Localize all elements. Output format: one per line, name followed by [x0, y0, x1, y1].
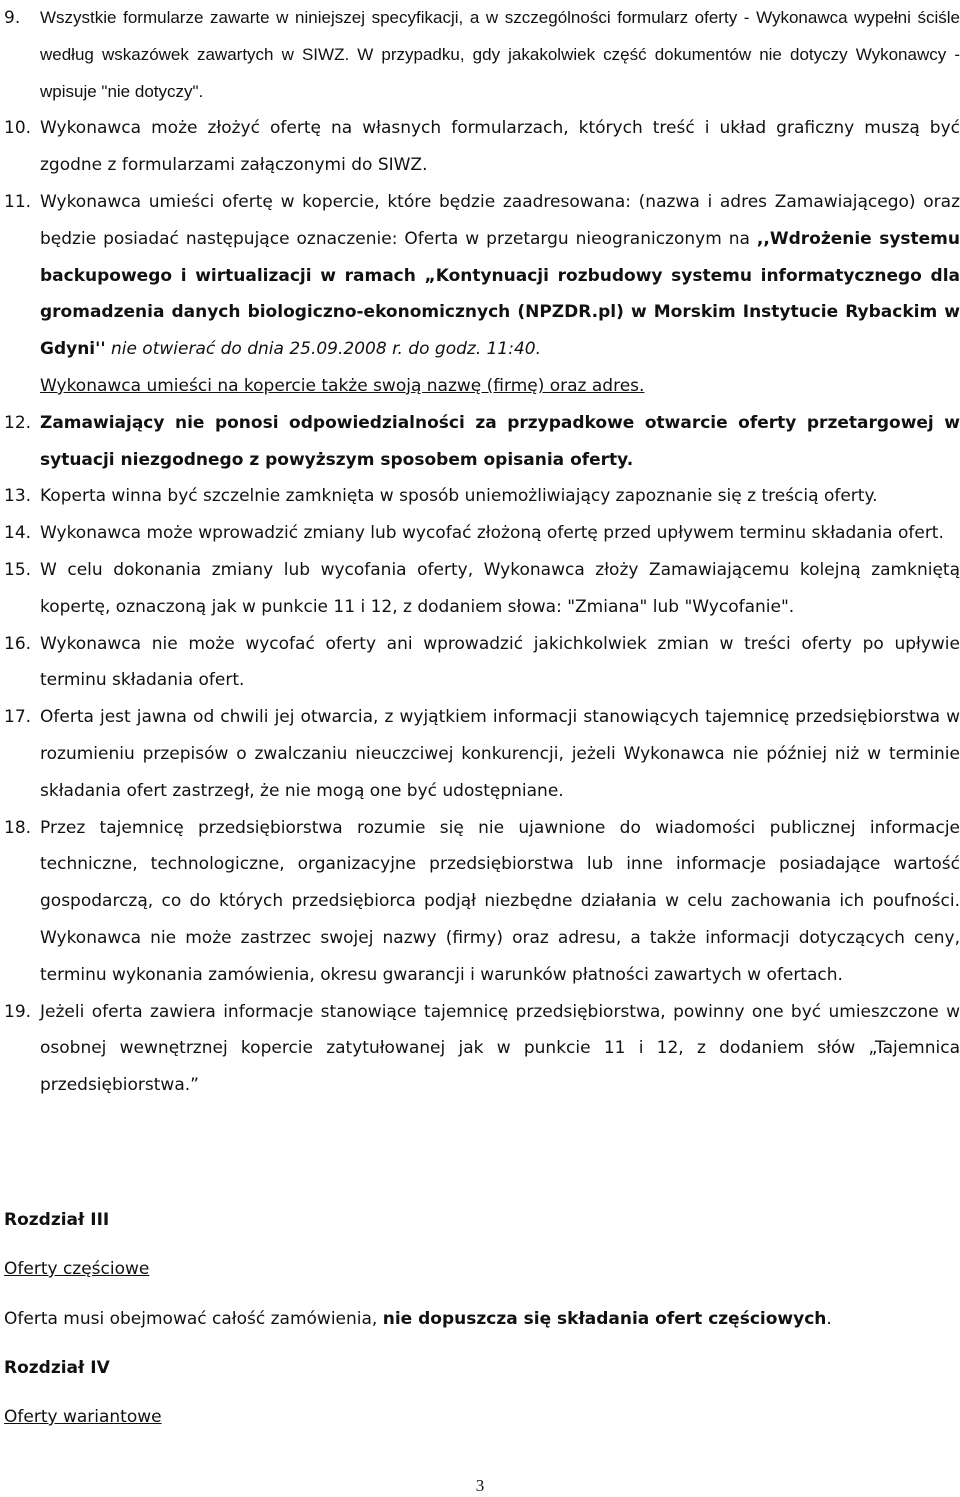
section-subheading-oferty-czesciowe — [4, 1257, 149, 1281]
item-text: Przez tajemnicę przedsiębiorstwa rozumie się nie ujawnione do wiadomości publicznej informacje techniczne, technologiczne, organizacyjne przedsiębiorstwa lub inne informacje posiadające wartość gospodarczą, co do których przedsiębiorca podjął niezbędne działania w celu zachowania ich poufności. Wykonawca nie może zastrzec swojej nazwy (firmy) oraz adresu, a także informacji dotyczących ceny, terminu wykonania zamówienia, okresu gwarancji i warunków płatności zawartych w ofertach. — [40, 817, 960, 985]
list-item-17 — [4, 699, 960, 809]
list-item-14 — [4, 515, 960, 552]
item-text: Koperta winna być szczelnie zamknięta w sposób uniemożliwiający zapoznanie się z treścią oferty. — [40, 486, 878, 507]
list-item-16 — [4, 626, 960, 700]
item-text-note: Wykonawca umieści na kopercie także swoją nazwę (firmę) oraz adres. — [40, 375, 645, 396]
list-item-15 — [4, 552, 960, 626]
section-subheading-oferty-wariantowe — [4, 1405, 162, 1429]
item-number: 10. — [4, 118, 32, 139]
list-item-12 — [4, 405, 960, 479]
item-number: 12. — [4, 412, 32, 433]
item-number: 13. — [4, 486, 32, 507]
list-item-13 — [4, 478, 960, 515]
item-number: 14. — [4, 523, 32, 544]
item-number: 17. — [4, 707, 32, 728]
list-item-19 — [4, 994, 960, 1104]
item-text: Wykonawca nie może wycofać oferty ani wprowadzić jakichkolwiek zmian w treści oferty po upływie terminu składania ofert. — [40, 633, 960, 691]
paragraph-text: Oferta musi obejmować całość zamówienia, — [4, 1309, 383, 1329]
subheading-text: Oferty częściowe — [4, 1259, 150, 1279]
item-text-title: ,,Wdrożenie systemu backupowego i wirtualizacji w ramach „Kontynuacji rozbudowy systemu informatycznego dla gromadzenia danych biologiczno-ekonomicznych (NPZDR.pl) w Morskim Instytucie Rybackim w Gdyni'' — [40, 228, 960, 360]
item-text: Oferta jest jawna od chwili jej otwarcia, z wyjątkiem informacji stanowiących tajemnicę przedsiębiorstwa w rozumieniu przepisów o zwalczaniu nieuczciwej konkurencji, jeżeli Wykonawca nie później niż w terminie składania ofert zastrzegł, że nie mogą one być udostępniane. — [40, 707, 960, 801]
item-number: 15. — [4, 559, 32, 580]
page-number: 3 — [475, 1476, 485, 1495]
item-text: Wykonawca może złożyć ofertę na własnych formularzach, których treść i układ graficzny muszą być zgodne z formularzami załączonymi do SIWZ. — [40, 118, 960, 176]
item-number: 19. — [4, 1001, 32, 1022]
item-text-deadline: nie otwierać do dnia 25.09.2008 r. do godz. 11:40. — [105, 339, 542, 360]
item-text: Wykonawca umieści ofertę w kopercie, które będzie zaadresowana: (nazwa i adres Zamawiającego) oraz będzie posiadać następujące oznaczenie: Oferta w przetargu nieograniczonym na — [40, 191, 960, 249]
section-heading-rozdzial-3: Rozdział III — [4, 1210, 110, 1230]
item-text: Wszystkie formularze zawarte w niniejszej specyfikacji, a w szczególności formularz oferty - Wykonawca wypełni ściśle według wskazówek zawartych w SIWZ. W przypadku, gdy jakakolwiek część dokumentów nie dotyczy Wykonawcy - wpisuje "nie dotyczy". — [40, 8, 960, 101]
numbered-list — [4, 0, 960, 1104]
list-item-11 — [4, 184, 960, 405]
paragraph-emphasis: nie dopuszcza się składania ofert częściowych — [382, 1309, 827, 1329]
section-paragraph — [4, 1307, 832, 1331]
item-text: Wykonawca może wprowadzić zmiany lub wycofać złożoną ofertę przed upływem terminu składania ofert. — [40, 523, 944, 544]
item-text: W celu dokonania zmiany lub wycofania oferty, Wykonawca złoży Zamawiającemu kolejną zamkniętą kopertę, oznaczoną jak w punkcie 11 i 12, z dodaniem słowa: "Zmiana" lub "Wycofanie". — [40, 559, 960, 617]
item-number: 16. — [4, 633, 32, 654]
paragraph-end: . — [826, 1309, 832, 1329]
section-heading-rozdzial-4: Rozdział IV — [4, 1358, 110, 1378]
item-number: 11. — [4, 191, 32, 212]
item-number: 18. — [4, 817, 32, 838]
list-item-18 — [4, 810, 960, 994]
item-text: Jeżeli oferta zawiera informacje stanowiące tajemnicę przedsiębiorstwa, powinny one być umieszczone w osobnej wewnętrznej kopercie zatytułowanej jak w punkcie 11 i 12, z dodaniem słów „Tajemnica przedsiębiorstwa.” — [40, 1001, 960, 1096]
list-item-9 — [4, 0, 960, 110]
item-number: 9. — [4, 8, 21, 28]
list-item-10 — [4, 110, 960, 184]
item-text: Zamawiający nie ponosi odpowiedzialności za przypadkowe otwarcie oferty przetargowej w sytuacji niezgodnego z powyższym sposobem opisania oferty. — [40, 412, 960, 470]
subheading-text: Oferty wariantowe — [4, 1407, 162, 1427]
